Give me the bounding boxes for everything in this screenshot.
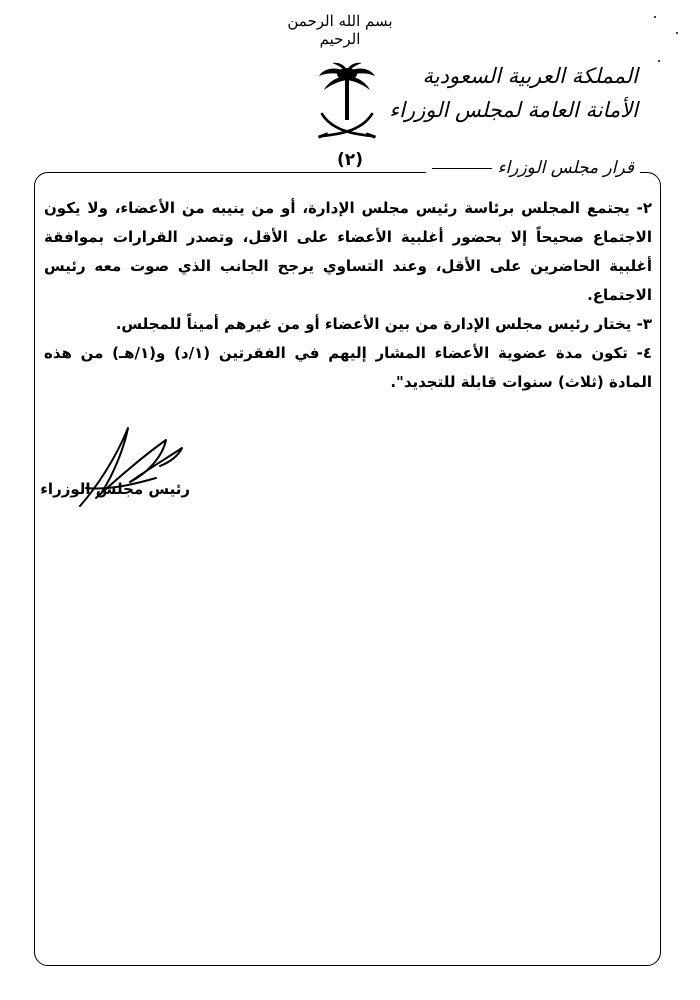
org-line-kingdom: المملكة العربية السعودية (422, 64, 638, 88)
palm-swords-emblem-icon (316, 62, 378, 144)
frame-label-text: قرار مجلس الوزراء (497, 158, 634, 178)
handwritten-signature-icon (66, 418, 196, 518)
paragraph-item-2: ٢- يجتمع المجلس برئاسة رئيس مجلس الإدارة، أو من ينيبه من الأعضاء، ولا يكون الاجتماع صحيحاً إلا بحضور أغلبية الأعضاء على الأقل، وتصدر القرارات بموافقة أغلبية الحاضرين على الأقل، وعند التساوي يرجح الجانب الذي صوت معه رئيس الاجتماع. (44, 199, 652, 304)
paragraph-item-4: ٤- تكون مدة عضوية الأعضاء المشار إليهم في الفقرتين (١/د) و(١/هـ) من هذه المادة (ثلاث) سنوات قابلة للتجديد". (44, 344, 653, 391)
basmala: بسم الله الرحمن الرحيم (287, 12, 393, 48)
frame-label (426, 158, 640, 178)
scan-speck (658, 60, 660, 62)
decision-body (44, 194, 652, 397)
scan-speck (654, 16, 656, 18)
frame-label-rule (432, 168, 492, 169)
org-line-secretariat: الأمانة العامة لمجلس الوزراء (389, 98, 638, 122)
page-number: (٢) (337, 150, 363, 170)
signatory-title: رئيس مجلس الوزراء (40, 480, 190, 498)
scan-speck (676, 32, 678, 34)
paragraph-item-3: ٣- يختار رئيس مجلس الإدارة من بين الأعضاء أو من غيرهم أميناً للمجلس. (115, 315, 652, 333)
